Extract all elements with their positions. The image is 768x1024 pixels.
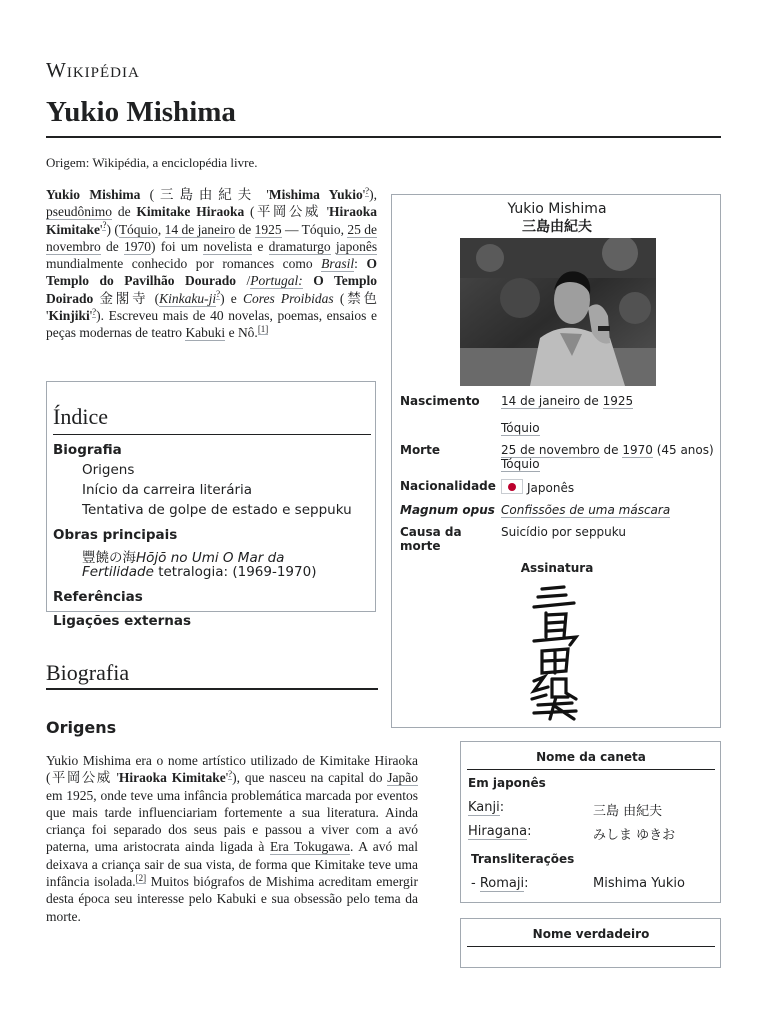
lead-real-kanji: 平岡公威	[254, 204, 321, 220]
portrait-image	[460, 238, 656, 386]
pronunciation-link-3[interactable]: ?	[216, 289, 221, 300]
colon: :	[527, 824, 532, 839]
lead-paragraph: Yukio Mishima (三島由紀夫 'Mishima Yukio'?), pseudônimo de Kimitake Hiraoka (平岡公威 'Hiraoka Kimitake'?) (Tóquio, 14 de janeiro de 1925 — Tóquio, 25 de novembro de 1970) foi um novelista e dramaturgo japonês mundialmente conhecido por romances como Brasil: O Templo do Pavilhão Dourado /Portugal: O Templo Doirado 金閣寺 (Kinkaku-ji?) e Cores Proibidas (禁色 'Kinjiki'?). Escreveu mais de 40 novelas, poemas, ensaios e peças modernas de teatro Kabuki e Nô.[1]	[46, 185, 378, 341]
pen-name-title: Nome da caneta	[467, 750, 715, 770]
toc-title: Índice	[53, 404, 108, 429]
birth-place-link[interactable]: Tóquio	[118, 221, 158, 237]
portugal-link[interactable]: Portugal:	[250, 273, 303, 289]
kanji-value: 三島 由紀夫	[593, 804, 663, 819]
infobox-kanji: 三島由紀夫	[522, 219, 592, 235]
toc-tetralogia: tetralogia: (1969-1970)	[158, 564, 317, 580]
birth-value	[501, 394, 633, 408]
text-e: e	[257, 238, 264, 254]
ib-birth-day-link[interactable]: 14 de janeiro	[501, 394, 580, 408]
real-name-box	[460, 918, 721, 968]
text-de: de	[583, 394, 599, 408]
cause-of-death-label: Causa da morte	[400, 525, 462, 553]
toc-fertilidade: Fertilidade	[82, 564, 154, 580]
title-br: O Templo do Pavilhão Dourado	[46, 256, 377, 289]
origens-paragraph: Yukio Mishima era o nome artístico utilizado de Kimitake Hiraoka (平岡公威 'Hiraoka Kimitake'?), que nasceu na capital do Japão em 1925, onde teve uma infância problemática marcada por eventos que mais tarde influenciariam fortemente a sua literatura. Ainda criança foi separado dos seus pais e passou a viver com a avó paterna, uma aristocrata ainda ligada à Era Tokugawa. A avó mal deixava a criança sair de sua vista, de forma que Kimitake teve uma infância isolada.[2] Muitos biógrafos de Mishima acreditam emergir desta época seu interesse pelo Kabuki e sua obsessão pelo tema da morte.	[46, 753, 419, 924]
birth-day-link[interactable]: 14 de janeiro	[164, 221, 236, 237]
death-place-text: Tóquio	[301, 221, 341, 237]
kinjiki-romaji: Kinjiki	[48, 308, 90, 324]
signature-image[interactable]	[520, 581, 590, 721]
romaji-label	[471, 876, 528, 891]
title-pt: O Templo Doirado	[46, 273, 377, 306]
kabuki-link[interactable]: Kabuki	[185, 325, 226, 341]
text-known-for: mundialmente conhecido por romances como	[46, 256, 313, 272]
text-de: de	[603, 443, 619, 457]
nationality-value	[501, 479, 574, 495]
ib-birth-place-link[interactable]: Tóquio	[501, 421, 540, 435]
colon: :	[524, 876, 529, 891]
origin-note: Origem: Wikipédia, a enciclopédia livre.	[46, 155, 258, 170]
ib-death-year-link[interactable]: 1970	[622, 443, 653, 457]
novelist-link[interactable]: novelista	[203, 238, 253, 254]
em-japones-label: Em japonês	[468, 776, 546, 790]
text-of: de	[105, 238, 119, 254]
infobox	[391, 194, 721, 728]
text-p3: em 1925, onde teve uma infância problemática marcada por eventos que mais tarde influenciariam fortemente a sua literatura. Ainda criança foi separado dos seus pais e passou a viver com a avó paterna, uma aristocrata ainda ligada à	[46, 787, 418, 855]
pseudonym-link[interactable]: pseudônimo	[46, 204, 112, 220]
origens-kanji: 平岡公威	[50, 770, 112, 786]
section-heading-biografia: Biografia	[46, 660, 130, 685]
toc-item-ligacoes[interactable]: Ligações externas	[53, 613, 192, 629]
wikipedia-wordmark[interactable]: Wikipédia	[46, 58, 140, 82]
pronunciation-link-5[interactable]: ?	[228, 768, 233, 779]
magnum-opus-value	[501, 503, 670, 517]
toc-item-golpe[interactable]: Tentativa de golpe de estado e seppuku	[82, 502, 352, 518]
kanji-label	[468, 800, 504, 815]
pen-name-box	[460, 741, 721, 903]
kinjiki-kanji: 禁色	[344, 290, 378, 306]
page-title: Yukio Mishima	[46, 96, 236, 128]
title-divider	[46, 136, 721, 138]
toc-item-mar-fertilidade[interactable]	[82, 546, 284, 566]
toc-item-fertilidade-line[interactable]	[82, 564, 316, 580]
hiragana-link[interactable]: Hiragana	[468, 824, 528, 839]
lead-real-romaji: Hiraoka Kimitake	[46, 204, 378, 237]
toc-item-referencias[interactable]: Referências	[53, 589, 143, 605]
pronunciation-link[interactable]: ?	[365, 185, 370, 196]
kanji-link[interactable]: Kanji	[468, 800, 500, 815]
text-of: de	[238, 221, 252, 237]
kinkaku-link[interactable]: Kinkaku-ji	[159, 290, 217, 306]
toc-item-origens[interactable]: Origens	[82, 462, 135, 478]
lead-name: Yukio Mishima	[46, 187, 141, 202]
death-year-link[interactable]: 1970	[123, 238, 151, 254]
text-p1: Yukio Mishima era o nome artístico utilizado de Kimitake Hiraoka (	[46, 753, 418, 786]
death-value	[501, 443, 714, 457]
birth-place	[501, 421, 540, 435]
japanese-link[interactable]: japonês	[335, 238, 378, 254]
romaji-link[interactable]: Romaji	[479, 876, 525, 891]
infobox-name: Yukio Mishima	[507, 201, 607, 217]
ib-birth-year-link[interactable]: 1925	[602, 394, 634, 408]
toc-item-biografia[interactable]: Biografia	[53, 442, 122, 458]
japan-link[interactable]: Japão	[387, 770, 419, 786]
death-age: (45 anos)	[656, 443, 714, 457]
origens-romaji: Hiraoka Kimitake	[118, 770, 226, 786]
birth-year-link[interactable]: 1925	[254, 221, 282, 237]
text-e: e	[230, 290, 237, 306]
signature-label: Assinatura	[520, 561, 594, 575]
nationality-text: Japonês	[527, 481, 575, 495]
text-foi-um: foi um	[160, 238, 199, 254]
cause-of-death-value: Suicídio por seppuku	[501, 525, 626, 539]
death-place	[501, 457, 540, 471]
pronunciation-link-2[interactable]: ?	[102, 220, 107, 231]
portrait-photo[interactable]	[460, 238, 656, 386]
subsection-heading-origens: Origens	[46, 718, 117, 737]
toc-item-inicio-carreira[interactable]: Início da carreira literária	[82, 482, 253, 498]
birth-label: Nascimento	[400, 394, 480, 408]
reference-1-link[interactable]: [1]	[257, 323, 269, 334]
pronunciation-link-4[interactable]: ?	[92, 306, 97, 317]
kinkaku-kanji: 金閣寺	[99, 290, 149, 306]
toc-divider	[53, 434, 371, 435]
text-of: de	[117, 204, 131, 220]
transliteracoes-label: Transliterações	[471, 852, 575, 866]
table-of-contents	[46, 381, 376, 629]
text-rest: Escreveu mais de 40 novelas, poemas, ensaios e peças modernas de teatro	[46, 308, 378, 341]
colon: :	[499, 800, 505, 815]
cores-proibidas: Cores Proibidas	[242, 290, 334, 306]
text-p2: ), que nasceu na capital do	[232, 770, 383, 786]
death-label: Morte	[400, 443, 440, 457]
toc-kanji: 豐饒の海	[82, 550, 136, 566]
section-divider	[46, 688, 378, 690]
romaji-value: Mishima Yukio	[593, 876, 685, 891]
romaji-prefix: -	[471, 876, 480, 891]
hiragana-label	[468, 824, 532, 839]
real-name-title: Nome verdadeiro	[467, 927, 715, 947]
toc-hojo: Hōjō no Umi O Mar da	[136, 550, 285, 566]
playwright-link[interactable]: dramaturgo	[268, 238, 331, 254]
era-tokugawa-link[interactable]: Era Tokugawa	[269, 839, 351, 855]
hiragana-value: みしま ゆきお	[593, 828, 676, 843]
text-p4: . A avó mal deixava a criança sair de sua vista, de forma que Kimitake teve uma infância isolada.	[46, 839, 418, 890]
death-day-link[interactable]: 25 de novembro	[46, 221, 378, 254]
lead-real-name: Kimitake Hiraoka	[136, 204, 245, 220]
japan-flag-icon[interactable]	[501, 479, 523, 494]
text-e: e	[228, 325, 235, 341]
brasil-link[interactable]: Brasil	[321, 256, 355, 272]
text-p5: Muitos biógrafos de Mishima acreditam emergir desta época seu interesse pelo Kabuki e sua obsessão pelo tema da morte.	[46, 874, 418, 924]
magnum-opus-link[interactable]: Confissões de uma máscara	[501, 503, 671, 517]
reference-2-link[interactable]: [2]	[135, 872, 147, 883]
magnum-opus-label: Magnum opus	[400, 503, 495, 517]
lead-romaji: Mishima Yukio	[268, 187, 363, 202]
nationality-label: Nacionalidade	[400, 479, 496, 493]
ib-death-day-link[interactable]: 25 de novembro	[501, 443, 600, 457]
no-text: Nô.	[237, 325, 258, 341]
ib-death-place-link[interactable]: Tóquio	[501, 457, 540, 471]
toc-item-obras[interactable]: Obras principais	[53, 527, 178, 543]
lead-kanji: 三島由紀夫	[154, 187, 258, 202]
